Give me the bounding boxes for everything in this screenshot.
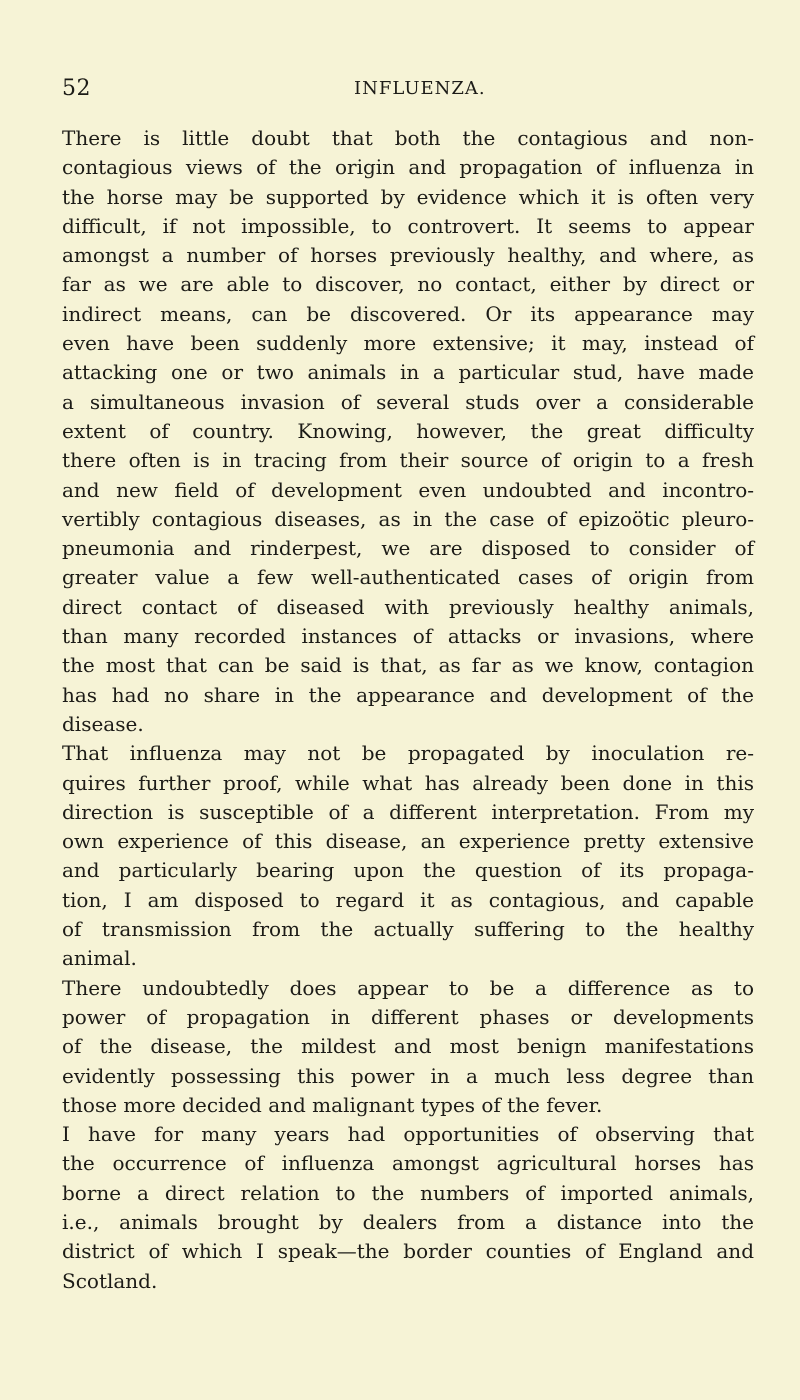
text-line: pneumonia and rinderpest, we are disposed to consider of: [62, 536, 754, 561]
text-line: There is little doubt that both the contagious and non-: [62, 126, 754, 150]
paragraph-1: [62, 124, 754, 739]
text-line: own experience of this disease, an experience pretty extensive: [62, 829, 754, 854]
text-line: amongst a number of horses previously healthy, and where, as: [62, 243, 754, 268]
text-line: the horse may be supported by evidence which it is often very: [62, 184, 754, 209]
text-line: evidently possessing this power in a much less degree than: [62, 1063, 754, 1088]
paragraph-4: [62, 1120, 754, 1296]
text-line: indirect means, can be discovered. Or its appearance may: [62, 301, 754, 326]
text-line: I have for many years had opportunities of observing that: [62, 1122, 754, 1147]
page-header: [62, 76, 752, 110]
text-line: animal.: [62, 946, 137, 971]
text-line: tion, I am disposed to regard it as contagious, and capable: [62, 887, 754, 912]
paragraph-3: [62, 974, 754, 1120]
body-text: [62, 124, 754, 1296]
text-line: and new field of development even undoubted and incontro-: [62, 477, 754, 502]
text-line: a simultaneous invasion of several studs over a considerable: [62, 389, 754, 414]
text-line: attacking one or two animals in a particular stud, have made: [62, 360, 754, 385]
text-line: contagious views of the origin and propagation of influenza in: [62, 155, 754, 180]
text-line: power of propagation in different phases or developments: [62, 1004, 754, 1029]
text-line: district of which I speak—the border counties of England and: [62, 1239, 754, 1264]
text-line: There undoubtedly does appear to be a difference as to: [62, 975, 754, 1000]
text-line: direct contact of diseased with previously healthy animals,: [62, 594, 754, 619]
text-line: the most that can be said is that, as far as we know, contagion: [62, 653, 754, 678]
paragraph-2: [62, 739, 754, 973]
text-line: direction is susceptible of a different interpretation. From my: [62, 799, 754, 824]
text-line: difficult, if not impossible, to controvert. It seems to appear: [62, 213, 754, 238]
text-line: Scotland.: [62, 1268, 158, 1293]
text-line: borne a direct relation to the numbers of imported animals,: [62, 1180, 754, 1205]
text-line: i.e., animals brought by dealers from a distance into the: [62, 1209, 754, 1234]
running-head: INFLUENZA.: [354, 78, 486, 99]
text-line: and particularly bearing upon the question of its propaga-: [62, 858, 754, 883]
text-line: of transmission from the actually suffering to the healthy: [62, 917, 754, 942]
text-line: even have been suddenly more extensive; it may, instead of: [62, 331, 754, 356]
text-line: extent of country. Knowing, however, the great difficulty: [62, 418, 754, 443]
text-line: That influenza may not be propagated by inoculation re-: [62, 741, 754, 766]
text-line: quires further proof, while what has already been done in this: [62, 770, 754, 795]
text-line: of the disease, the mildest and most benign manifestations: [62, 1034, 754, 1059]
text-line: than many recorded instances of attacks or invasions, where: [62, 624, 754, 649]
text-line: vertibly contagious diseases, as in the case of epizoötic pleuro-: [62, 506, 754, 531]
text-line: disease.: [62, 711, 144, 736]
page-number: 52: [62, 76, 91, 101]
text-line: those more decided and malignant types of the fever.: [62, 1092, 603, 1117]
text-line: the occurrence of influenza amongst agricultural horses has: [62, 1151, 754, 1176]
text-line: far as we are able to discover, no contact, either by direct or: [62, 272, 754, 297]
text-line: greater value a few well-authenticated cases of origin from: [62, 565, 754, 590]
text-line: there often is in tracing from their source of origin to a fresh: [62, 448, 754, 473]
text-line: has had no share in the appearance and development of the: [62, 682, 754, 707]
